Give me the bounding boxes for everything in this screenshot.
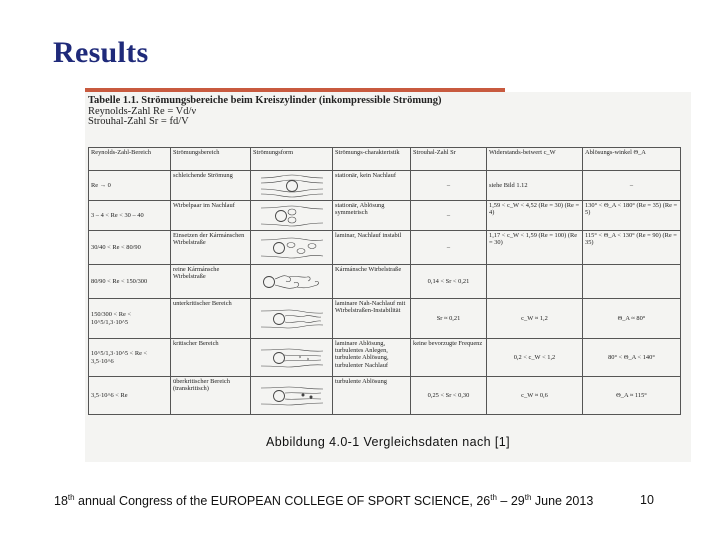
table-cell: laminare Ablösung, turbulentes Anlegen, turbulente Ablösung, turbulenter Nachlauf	[333, 339, 411, 377]
flow-diagram-cell	[251, 201, 333, 231]
table-cell: 0,25 < Sr < 0,30	[411, 377, 487, 415]
table-cell: 30/40 < Re < 80/90	[89, 231, 171, 265]
flow-diagram-cell	[251, 171, 333, 201]
table-row	[89, 231, 681, 265]
strouhal-definition: Strouhal-Zahl Sr = fd/V	[88, 116, 189, 127]
footer-part: annual Congress of the EUROPEAN COLLEGE OF SPORT SCIENCE, 26	[74, 494, 491, 508]
table-cell: 3 – 4 < Re < 30 – 40	[89, 201, 171, 231]
header-cell: Strömungs-charakteristik	[333, 148, 411, 171]
table-cell: laminar, Nachlauf instabil	[333, 231, 411, 265]
table-cell: 3,5·10^6 < Re	[89, 377, 171, 415]
table-cell: Kármánsche Wirbelstraße	[333, 265, 411, 299]
table-cell: c_W ≈ 0,6	[487, 377, 583, 415]
table-cell: Wirbelpaar im Nachlauf	[171, 201, 251, 231]
table-row	[89, 377, 681, 415]
table-cell: Einsetzen der Kármánschen Wirbelstraße	[171, 231, 251, 265]
table-cell: reine Kármánsche Wirbelstraße	[171, 265, 251, 299]
table-row	[89, 339, 681, 377]
header-cell: Strömungsform	[251, 148, 333, 171]
header-cell: Strouhal-Zahl Sr	[411, 148, 487, 171]
table-cell: 10^5/1,3·10^5 < Re < 3,5·10^6	[89, 339, 171, 377]
table-cell: –	[411, 231, 487, 265]
table-cell: 0,2 < c_W < 1,2	[487, 339, 583, 377]
table-cell: 1,59 < c_W < 4,52 (Re = 30) (Re = 4)	[487, 201, 583, 231]
table-header-row	[89, 148, 681, 171]
table-cell: 130° < Θ_A < 180° (Re = 35) (Re = 5)	[583, 201, 681, 231]
table-title: Tabelle 1.1. Strömungsbereiche beim Kreiszylinder (inkompressible Strömung)	[88, 95, 442, 106]
footer-sup: th	[490, 493, 497, 502]
table-cell: 80/90 < Re < 150/300	[89, 265, 171, 299]
table-cell: keine bevorzugte Frequenz	[411, 339, 487, 377]
table-row	[89, 171, 681, 201]
table-cell: turbulente Ablösung	[333, 377, 411, 415]
table-cell: siehe Bild 1.12	[487, 171, 583, 201]
table-caption	[88, 96, 442, 128]
table-cell: –	[411, 171, 487, 201]
table-cell	[487, 265, 583, 299]
table-cell: stationär, Ablösung symmetrisch	[333, 201, 411, 231]
table-cell: überkritischer Bereich (transkritisch)	[171, 377, 251, 415]
slide-title: Results	[53, 36, 149, 69]
flow-diagram	[259, 306, 325, 332]
table-row	[89, 265, 681, 299]
table-cell: stationär, kein Nachlauf	[333, 171, 411, 201]
flow-diagram	[259, 345, 325, 371]
table-cell: 80° < Θ_A < 140°	[583, 339, 681, 377]
reynolds-definition: Reynolds-Zahl Re = Vd/ν	[88, 105, 197, 117]
footer-part: – 29	[496, 494, 525, 508]
table-cell: c_W ≈ 1,2	[487, 299, 583, 339]
table-cell: unterkritischer Bereich	[171, 299, 251, 339]
table-cell	[583, 265, 681, 299]
flow-diagram	[259, 383, 325, 409]
header-cell: Ablösungs-winkel Θ_A	[583, 148, 681, 171]
table-cell: schleichende Strömung	[171, 171, 251, 201]
flow-diagram	[259, 203, 325, 229]
table-cell: 0,14 < Sr < 0,21	[411, 265, 487, 299]
flow-diagram-cell	[251, 339, 333, 377]
scanned-figure	[85, 92, 691, 462]
table-cell: Re → 0	[89, 171, 171, 201]
flow-diagram-cell	[251, 265, 333, 299]
header-cell: Reynolds-Zahl-Bereich	[89, 148, 171, 171]
footer-part: June 2013	[531, 494, 594, 508]
flow-diagram	[259, 269, 325, 295]
table-cell: 150/300 < Re < 10^5/1,3·10^5	[89, 299, 171, 339]
table-cell: Sr ≈ 0,21	[411, 299, 487, 339]
table-cell: –	[583, 171, 681, 201]
table-cell: Θ_A ≈ 80°	[583, 299, 681, 339]
flow-diagram-cell	[251, 231, 333, 265]
header-cell: Widerstands-beiwert c_W	[487, 148, 583, 171]
table-cell: kritischer Bereich	[171, 339, 251, 377]
table-cell: 115° < Θ_A < 130° (Re = 90) (Re = 35)	[583, 231, 681, 265]
table-cell: Θ_A ≈ 115°	[583, 377, 681, 415]
flow-diagram-cell	[251, 299, 333, 339]
footer-sup: th	[524, 493, 532, 502]
footer-sup: th	[67, 493, 75, 502]
flow-diagram-cell	[251, 377, 333, 415]
flow-diagram	[259, 173, 325, 199]
footer-part: 18	[54, 494, 68, 508]
table-cell: 1,17 < c_W < 1,59 (Re = 100) (Re = 30)	[487, 231, 583, 265]
table-row	[89, 201, 681, 231]
table-cell: laminare Nah-Nachlauf mit Wirbelstraßen-Instabilität	[333, 299, 411, 339]
footer-text	[54, 493, 593, 508]
flow-regime-table	[88, 147, 681, 415]
flow-diagram	[259, 235, 325, 261]
figure-caption: Abbildung 4.0-1 Vergleichsdaten nach [1]	[266, 435, 510, 449]
header-cell: Strömungsbereich	[171, 148, 251, 171]
table-row	[89, 299, 681, 339]
page-number: 10	[640, 493, 654, 507]
table-cell: –	[411, 201, 487, 231]
